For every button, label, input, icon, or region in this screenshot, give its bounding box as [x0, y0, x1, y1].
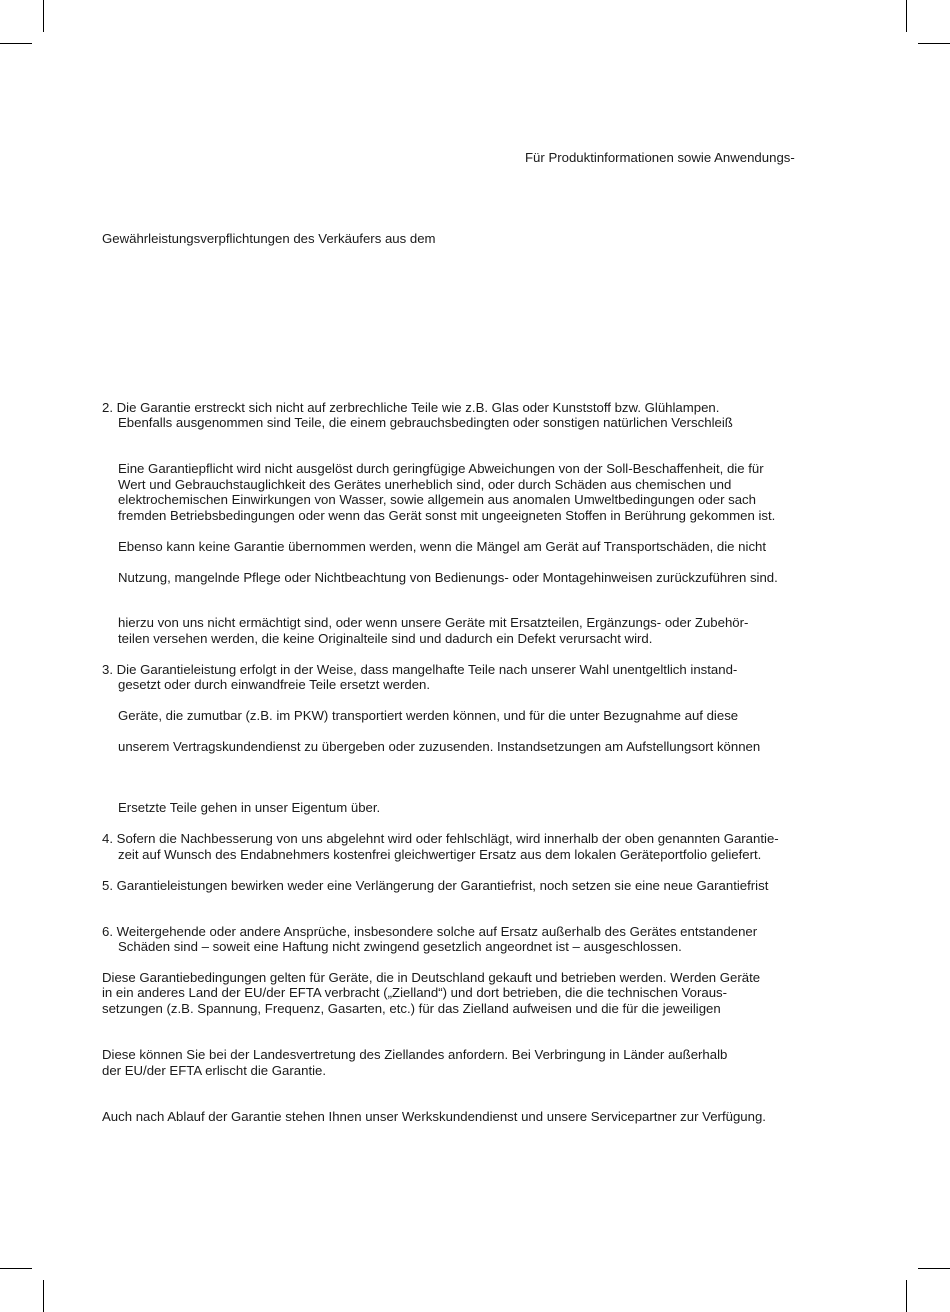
closing1-line3: setzungen (z.B. Spannung, Frequenz, Gasarten, etc.) für das Zielland aufweisen und die für die jeweiligen — [102, 1001, 721, 1016]
crop-mark-bottom-right-horizontal — [918, 1268, 950, 1269]
item2-para4-line1: Nutzung, mangelnde Pflege oder Nichtbeachtung von Bedienungs- oder Montagehinweisen zurückzuführen sind. — [118, 570, 778, 585]
intro-text: Gewährleistungsverpflichtungen des Verkäufers aus dem — [102, 231, 436, 246]
item3-line1: 3. Die Garantieleistung erfolgt in der Weise, dass mangelhafte Teile nach unserer Wahl unentgeltlich instand- — [102, 662, 738, 677]
closing2-line2: der EU/der EFTA erlischt die Garantie. — [102, 1063, 327, 1078]
item2-para5-line2: teilen versehen werden, die keine Originalteile sind und dadurch ein Defekt verursacht wird. — [118, 631, 653, 646]
item2-para2-line2: Wert und Gebrauchstauglichkeit des Gerätes unerheblich sind, oder durch Schäden aus chemischen und — [118, 477, 732, 492]
item6-line2: Schäden sind – soweit eine Haftung nicht zwingend gesetzlich angeordnet ist – ausgeschlossen. — [118, 939, 682, 954]
item3-line2: gesetzt oder durch einwandfreie Teile ersetzt werden. — [118, 677, 431, 692]
item2-para2-line1: Eine Garantiepflicht wird nicht ausgelöst durch geringfügige Abweichungen von der Soll-Beschaffenheit, die für — [118, 461, 764, 476]
item2-line2: Ebenfalls ausgenommen sind Teile, die einem gebrauchsbedingten oder sonstigen natürlichen Verschleiß — [118, 415, 733, 430]
closing1-line1: Diese Garantiebedingungen gelten für Geräte, die in Deutschland gekauft und betrieben werden. Werden Geräte — [102, 970, 761, 985]
item2-line1: 2. Die Garantie erstreckt sich nicht auf zerbrechliche Teile wie z.B. Glas oder Kunststoff bzw. Glühlampen. — [102, 400, 720, 415]
item2-para3-line1: Ebenso kann keine Garantie übernommen werden, wenn die Mängel am Gerät auf Transportschäden, die nicht — [118, 539, 767, 554]
crop-mark-bottom-right-vertical — [906, 1280, 907, 1312]
item3-para2-line1: Geräte, die zumutbar (z.B. im PKW) transportiert werden können, und für die unter Bezugnahme auf diese — [118, 708, 739, 723]
crop-mark-top-right-horizontal — [918, 43, 950, 44]
item3-para3-line1: unserem Vertragskundendienst zu übergeben oder zuzusenden. Instandsetzungen am Aufstellungsort können — [118, 739, 761, 754]
closing3-line1: Auch nach Ablauf der Garantie stehen Ihnen unser Werkskundendienst und unsere Servicepartner zur Verfügung. — [102, 1109, 766, 1124]
item2-para2-line3: elektrochemischen Einwirkungen von Wasser, sowie allgemein aus anomalen Umweltbedingungen oder sach — [118, 492, 756, 507]
item5-line1: 5. Garantieleistungen bewirken weder eine Verlängerung der Garantiefrist, noch setzen sie eine neue Garantiefrist — [102, 878, 769, 893]
header-right-text: Für Produktinformationen sowie Anwendungs- — [525, 150, 795, 165]
crop-mark-top-left-vertical — [43, 0, 44, 32]
crop-mark-top-right-vertical — [906, 0, 907, 32]
item6-line1: 6. Weitergehende oder andere Ansprüche, insbesondere solche auf Ersatz außerhalb des Gerätes entstandener — [102, 924, 758, 939]
crop-mark-bottom-left-horizontal — [0, 1268, 32, 1269]
crop-mark-top-left-horizontal — [0, 43, 32, 44]
item4-line1: 4. Sofern die Nachbesserung von uns abgelehnt wird oder fehlschlägt, wird innerhalb der oben genannten Garantie- — [102, 831, 779, 846]
item2-para5-line1: hierzu von uns nicht ermächtigt sind, oder wenn unsere Geräte mit Ersatzteilen, Ergänzungs- oder Zubehör- — [118, 615, 749, 630]
closing1-line2: in ein anderes Land der EU/der EFTA verbracht („Zielland“) und dort betrieben, die die technischen Voraus- — [102, 985, 728, 1000]
item4-line2: zeit auf Wunsch des Endabnehmers kostenfrei gleichwertiger Ersatz aus dem lokalen Geräteportfolio geliefert. — [118, 847, 762, 862]
item2-para2-line4: fremden Betriebsbedingungen oder wenn das Gerät sonst mit ungeeigneten Stoffen in Berührung gekommen ist. — [118, 508, 776, 523]
item3-para4-line1: Ersetzte Teile gehen in unser Eigentum über. — [118, 800, 381, 815]
closing2-line1: Diese können Sie bei der Landesvertretung des Ziellandes anfordern. Bei Verbringung in Länder außerhalb — [102, 1047, 728, 1062]
crop-mark-bottom-left-vertical — [43, 1280, 44, 1312]
